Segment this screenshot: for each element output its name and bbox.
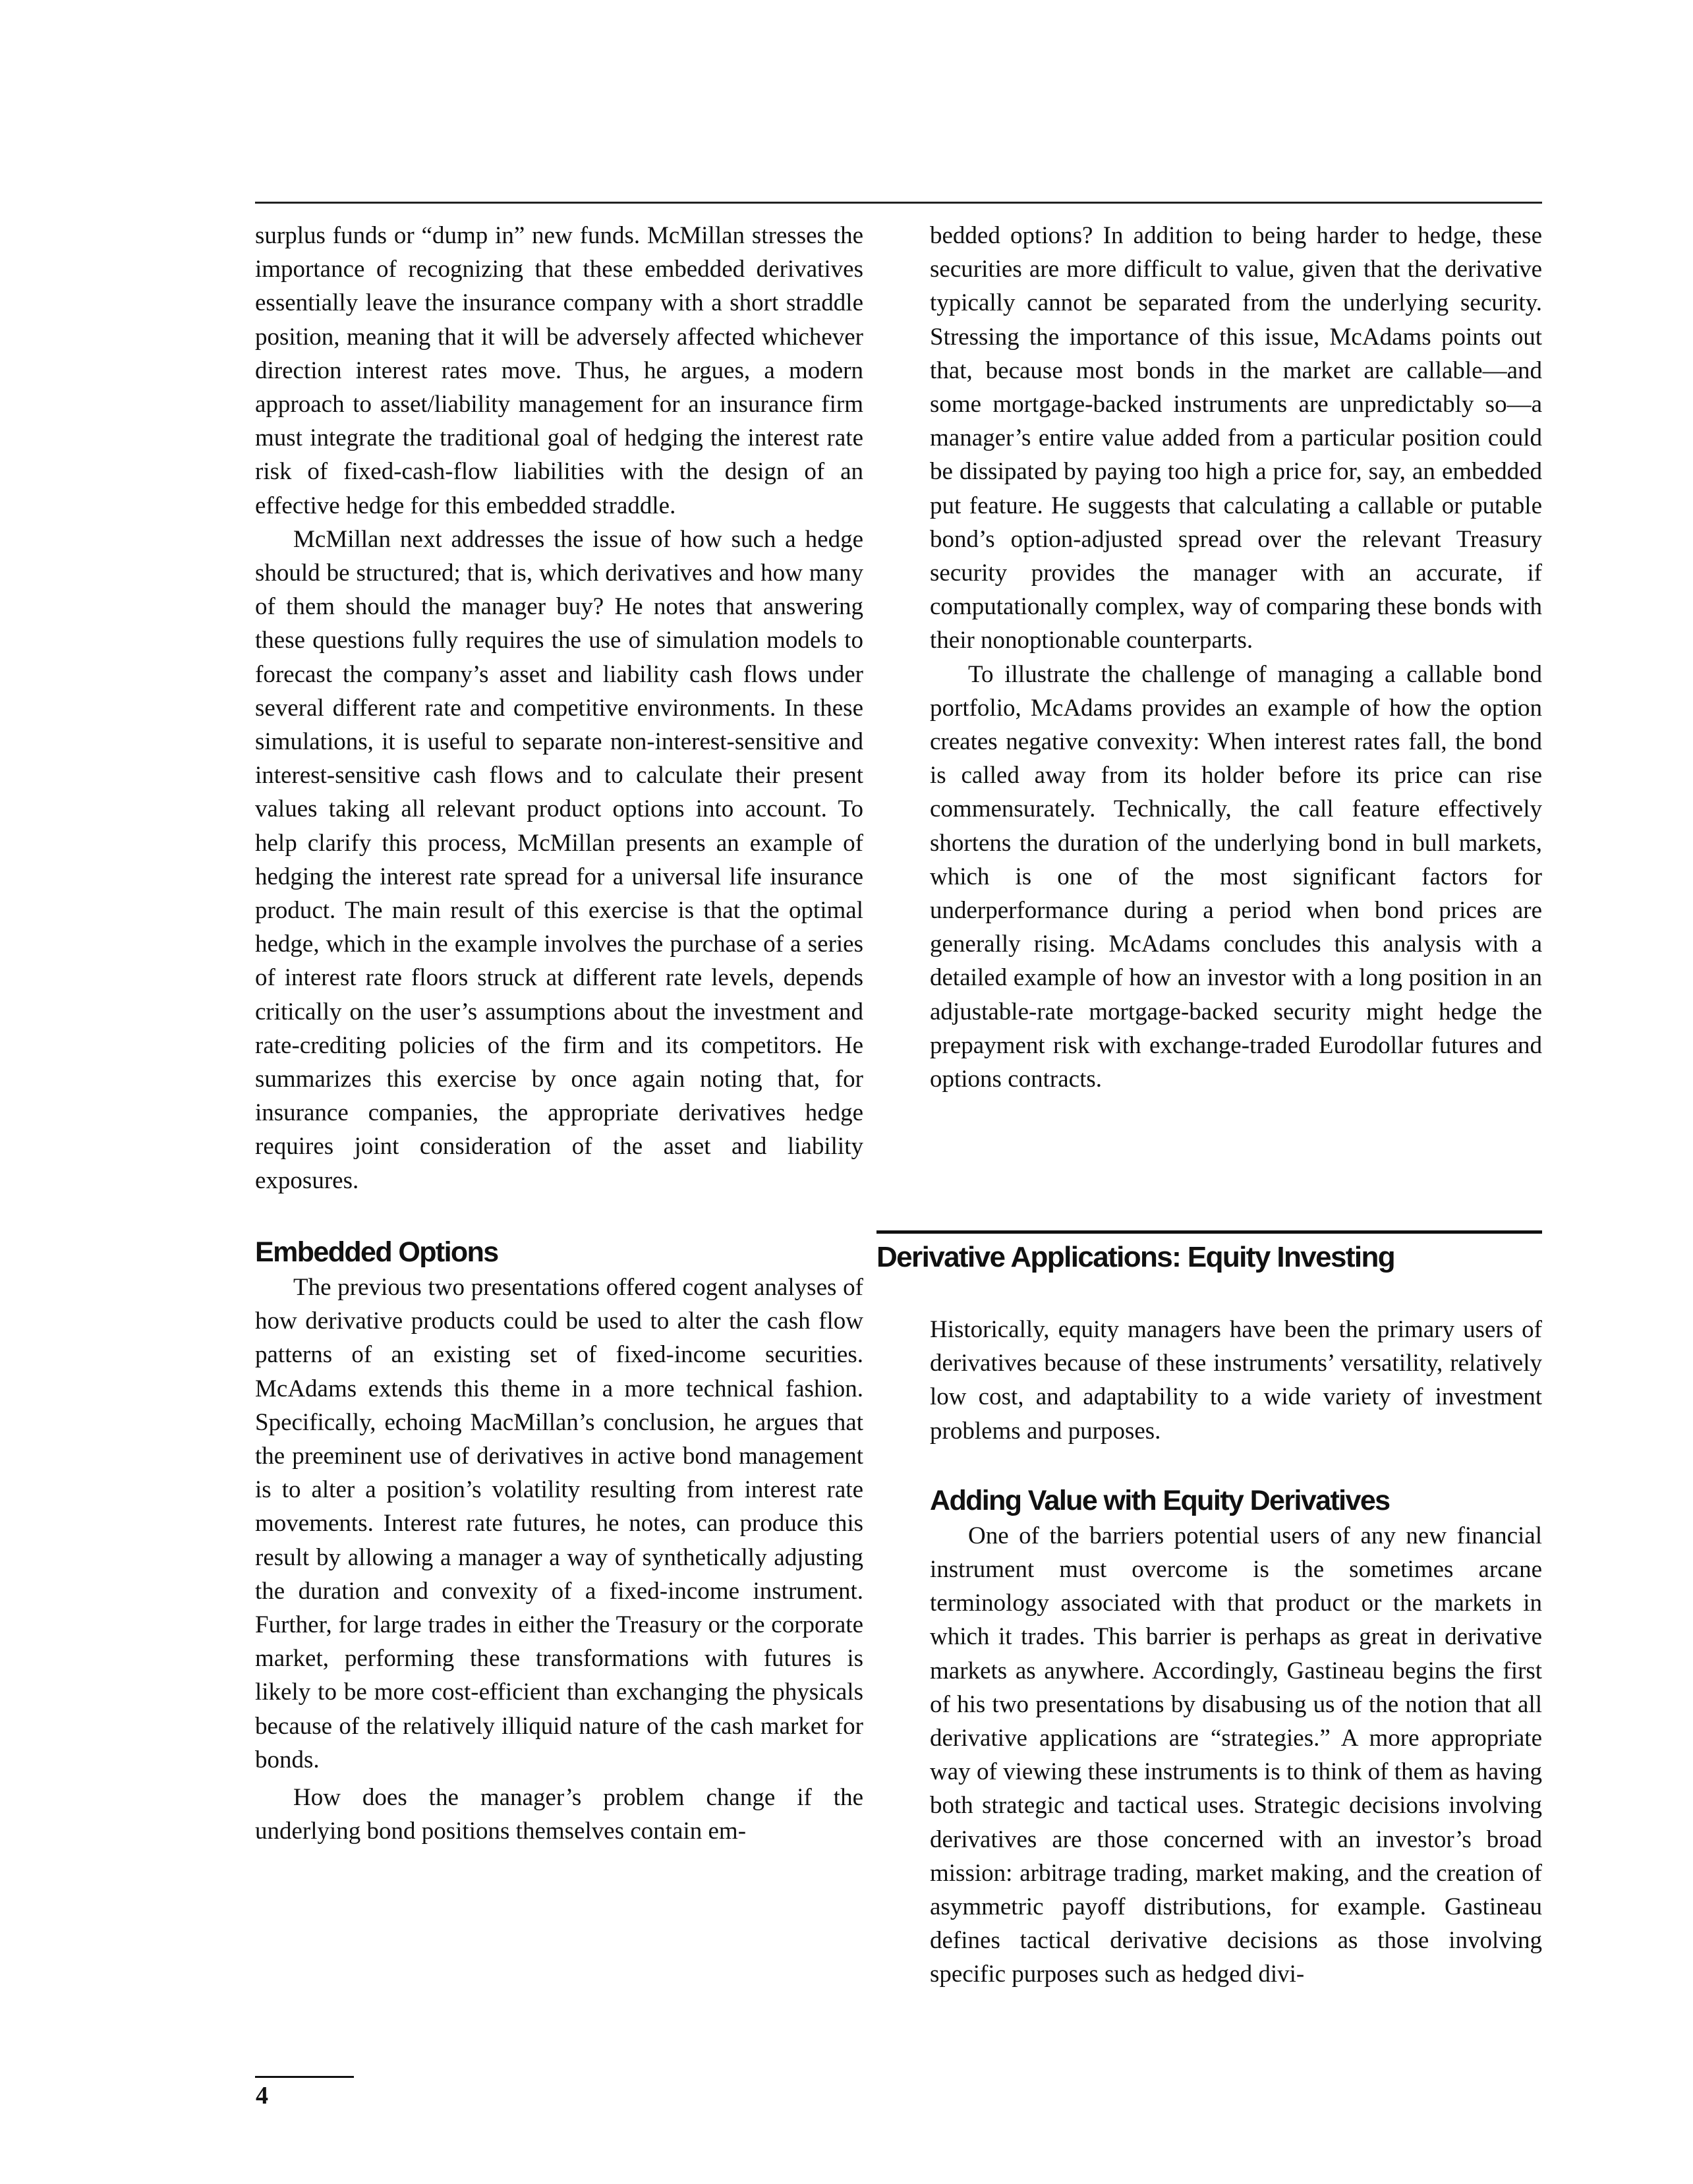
paragraph: To illustrate the challenge of managing a callable bond portfolio, McAdams provides an example of how the option creates negative convexity: When interest rates fall, the bond is called away from its holder before its price can rise commensurately. Technically, the call feature effectively shortens the duration of the underlying bond in bull markets, which is one of the most significant factors for underperformance during a period when bond prices are generally rising. McAdams concludes this analysis with a detailed example of how an investor with a long position in an adjustable-rate mortgage-backed security might hedge the prepayment risk with exchange-traded Eurodollar futures and options contracts. <box>930 660 1542 1093</box>
section-heading-equity-investing: Derivative Applications: Equity Investing <box>876 1241 1395 1273</box>
section-heading-adding-value: Adding Value with Equity Derivatives <box>930 1484 1390 1516</box>
paragraph: McMillan next addresses the issue of how such a hedge should be structured; that is, which derivatives and how many of them should the manager buy? He notes that answering these questions fully requires the use of simulation models to forecast the company’s asset and liability cash flows under several different rate and competitive environments. In these simulations, it is useful to separate non-interest-sensitive and interest-sensitive cash flows and to calculate their present values taking all relevant product options into account. To help clarify this process, McMillan presents an example of hedging the interest rate spread for a universal life insurance product. The main result of this exercise is that the optimal hedge, which in the example involves the purchase of a series of interest rate floors struck at different rate levels, depends critically on the user’s assumptions about the investment and rate-crediting policies of the firm and its competitors. He summarizes this exercise by once again noting that, for insurance companies, the appropriate derivatives hedge requires joint consideration of the asset and liability exposures. <box>255 525 863 1194</box>
right-column-bottom <box>930 1313 1542 1992</box>
right-column-top <box>930 219 1542 1096</box>
major-section <box>876 1230 1542 1276</box>
left-column <box>255 219 863 1848</box>
paragraph: bedded options? In addition to being harder to hedge, these securities are more difficult to value, given that the derivative typically cannot be separated from the underlying security. Stressing the importance of this issue, McAdams points out that, because most bonds in the market are callable—and some mortgage-backed instruments are unpredictably so—a manager’s entire value added from a particular position could be dissipated by paying too high a price for, say, an embedded put feature. He suggests that calculating a callable or putable bond’s option-adjusted spread over the relevant Treasury security provides the manager with an accurate, if computationally complex, way of comparing these bonds with their nonoptionable counterparts. <box>930 222 1542 654</box>
paragraph: One of the barriers potential users of any new financial instrument must overcome is the sometimes arcane terminology associated with that product or the markets in which it trades. This barrier is perhaps as great in derivative markets as anywhere. Accordingly, Gastineau begins the first of his two presentations by disabusing us of the notion that all derivative applications are “strategies.” A more appropriate way of viewing these instruments is to think of them as having both strategic and tactical uses. Strategic decisions involving derivatives are those concerned with an investor’s broad mission: arbitrage trading, market making, and the creation of asymmetric payoff distributions, for example. Gastineau defines tactical derivative decisions as those involving specific purposes such as hedged divi- <box>930 1522 1542 1988</box>
section-rule <box>876 1230 1542 1234</box>
section-heading-embedded-options: Embedded Options <box>255 1236 498 1268</box>
paragraph: Historically, equity managers have been the primary users of derivatives because of these instruments’ versatility, relatively low cost, and adaptability to a wide variety of investment problems and purposes. <box>930 1316 1542 1445</box>
paragraph: The previous two presentations offered cogent analyses of how derivative products could be used to alter the cash flow patterns of an existing set of fixed-income securities. McAdams extends this theme in a more technical fashion. Specifically, echoing MacMillan’s conclusion, he argues that the preeminent use of derivatives in active bond management is to alter a position’s volatility resulting from interest rate movements. Interest rate futures, he notes, can produce this result by allowing a manager a way of synthetically adjusting the duration and convexity of a fixed-income instrument. Further, for large trades in either the Treasury or the corporate market, performing these transformations with futures is likely to be more cost-efficient than exchanging the physicals because of the relatively illiquid nature of the cash market for bonds. <box>255 1273 863 1773</box>
footer-rule <box>255 2076 354 2078</box>
paragraph: surplus funds or “dump in” new funds. McMillan stresses the importance of recognizing that these embedded derivatives essentially leave the insurance company with a short straddle position, meaning that it will be adversely affected whichever direction interest rates move. Thus, he argues, a modern approach to asset/liability management for an insurance firm must integrate the traditional goal of hedging the interest rate risk of fixed-cash-flow liabilities with the design of an effective hedge for this embedded straddle. <box>255 222 863 519</box>
page-number: 4 <box>256 2082 268 2110</box>
paragraph: How does the manager’s problem change if the underlying bond positions themselves contain em- <box>255 1783 863 1845</box>
top-rule <box>255 202 1542 204</box>
